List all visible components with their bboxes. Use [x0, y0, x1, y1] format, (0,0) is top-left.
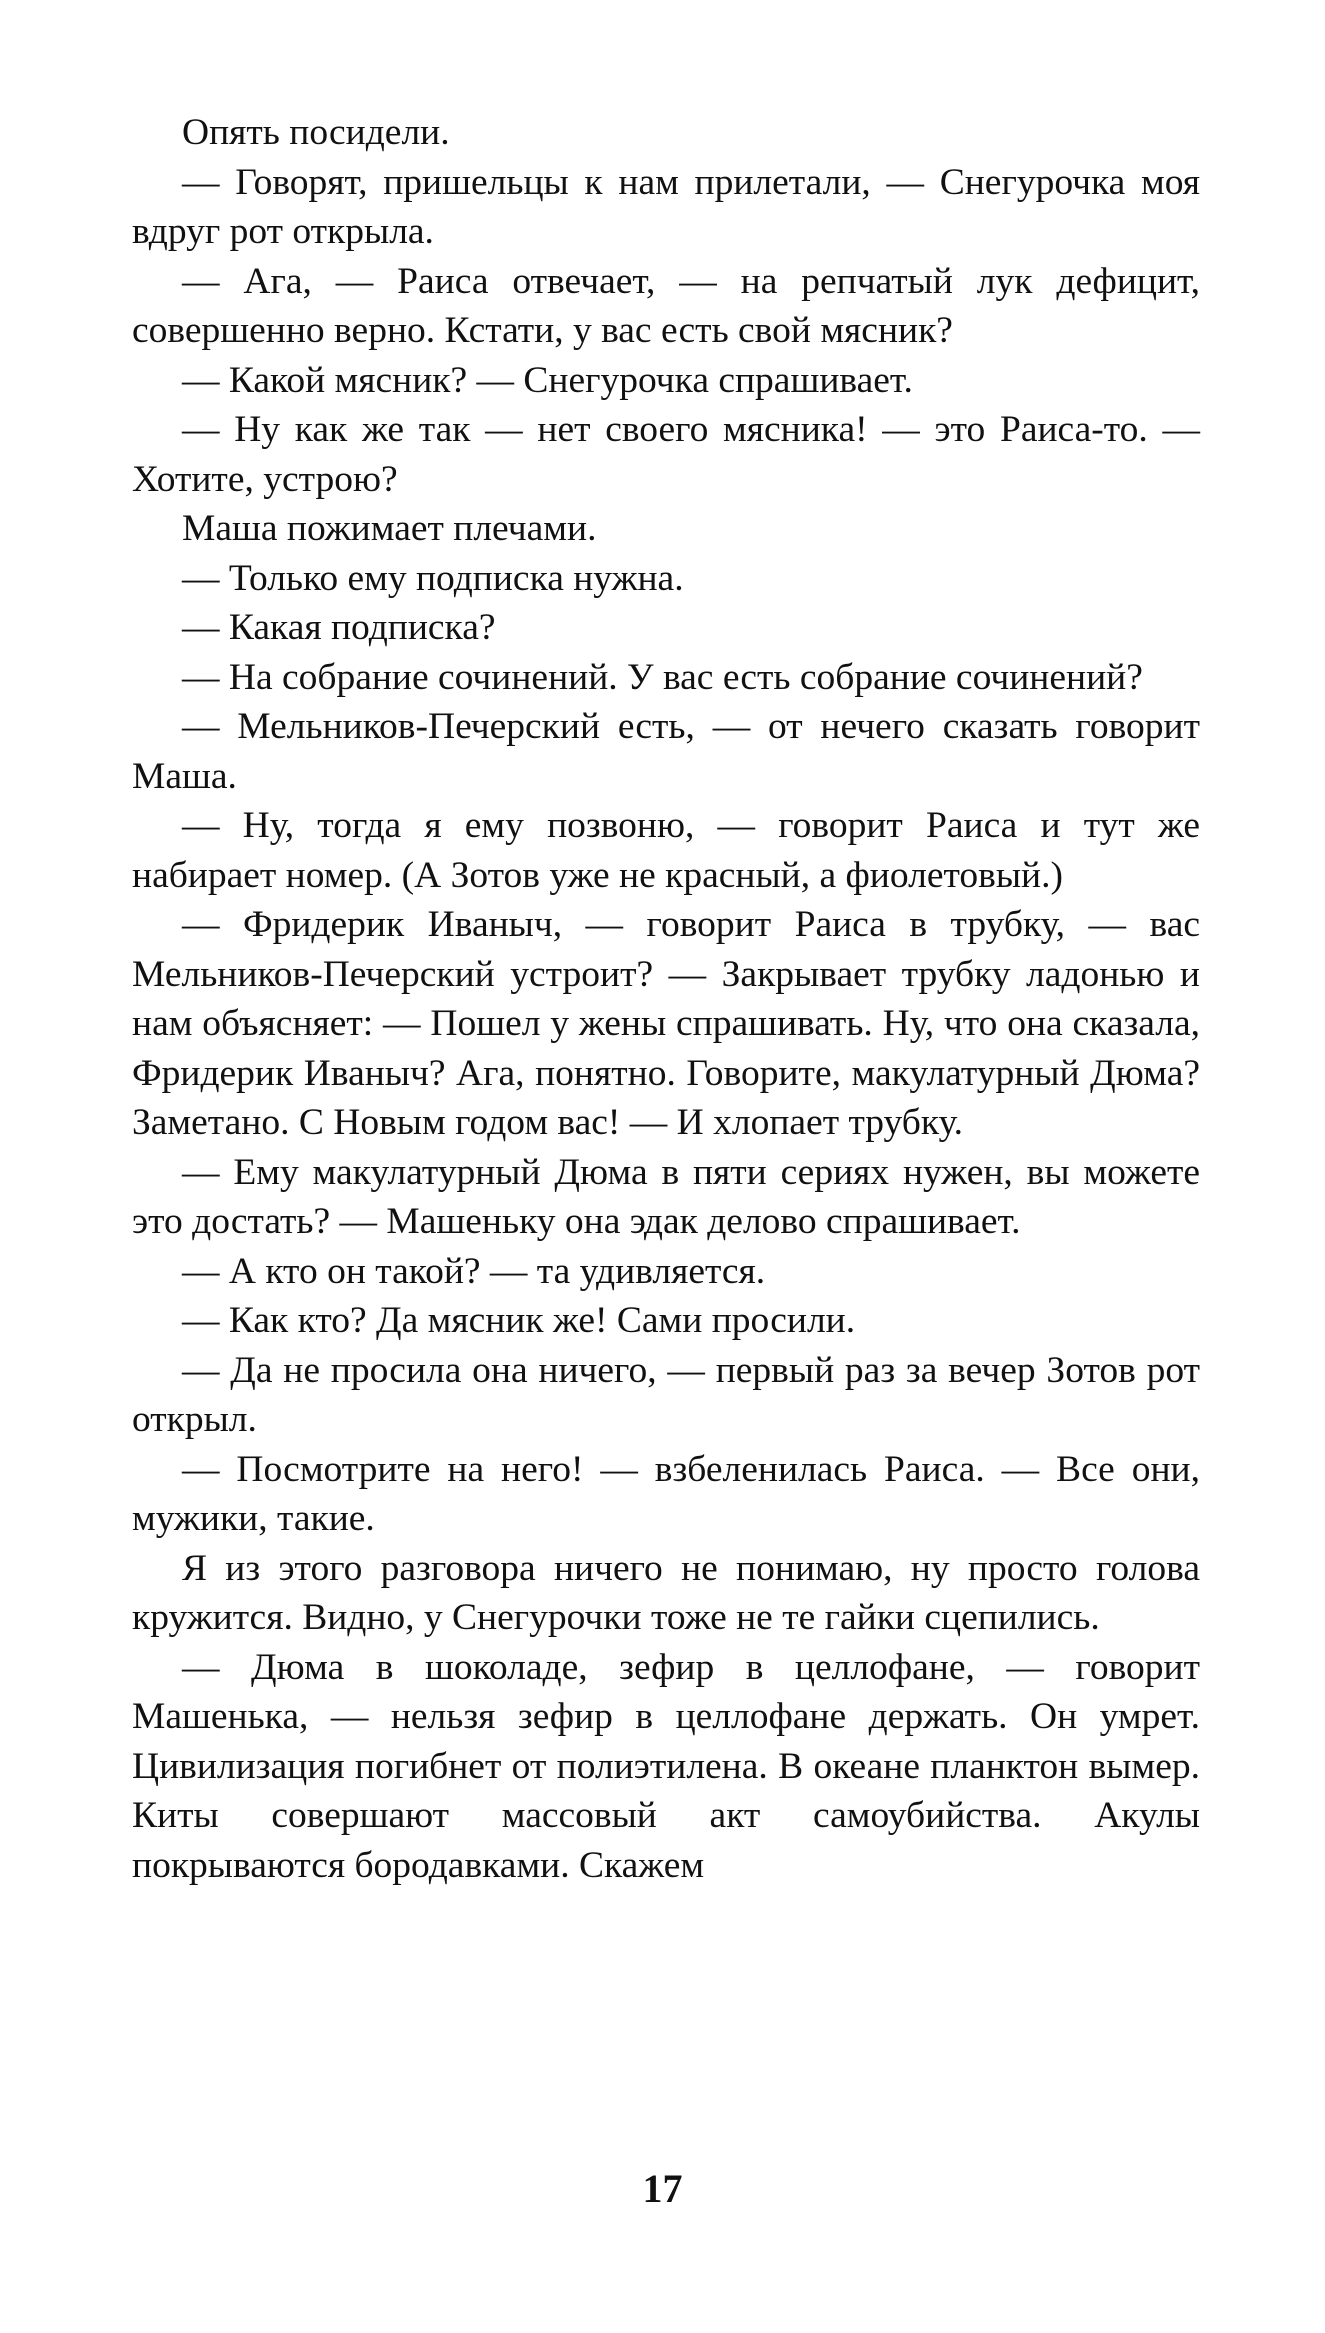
- paragraph: — Какая подписка?: [182, 607, 496, 648]
- paragraph: — Какой мясник? — Снегурочка спрашивает.: [182, 359, 913, 401]
- paragraph: — Только ему подписка нужна.: [182, 557, 684, 599]
- paragraph: — Ему макулатурный Дюма в пяти сериях нужен, вы можете это достать? — Машеньку она эдак делово спрашивает.: [132, 1151, 1200, 1242]
- paragraph: — Дюма в шоколаде, зефир в целлофане, — говорит Машенька, — нельзя зефир в целлофане держать. Он умрет. Цивилизация погибнет от полиэтилена. В океане планктон вымер. Киты совершают массовый акт самоубийства. Акулы покрываются бородавками. Скажем: [132, 1646, 1200, 1886]
- body-text: [132, 108, 1200, 1890]
- paragraph: — Фридерик Иваныч, — говорит Раиса в трубку, — вас Мельников-Печерский устроит? — Закрывает трубку ладонью и нам объясняет: — Пошел у жены спрашивать. Ну, что она сказала, Фридерик Иваныч? Ага, понятно. Говорите, макулатурный Дюма? Заметано. С Новым годом вас! — И хлопает трубку.: [132, 904, 1200, 1143]
- paragraph: — А кто он такой? — та удивляется.: [182, 1250, 766, 1292]
- paragraph: — Да не просила она ничего, — первый раз за вечер Зотов рот открыл.: [132, 1349, 1200, 1440]
- paragraph: — Ага, — Раиса отвечает, — на репчатый лук дефицит, совершенно верно. Кстати, у вас есть свой мясник?: [132, 260, 1200, 351]
- page-number: 17: [642, 2166, 683, 2211]
- paragraph: — На собрание сочинений. У вас есть собрание сочинений?: [182, 656, 1143, 698]
- paragraph: Маша пожимает плечами.: [182, 508, 597, 549]
- paragraph: — Посмотрите на него! — взбеленилась Раиса. — Все они, мужики, такие.: [132, 1448, 1200, 1539]
- paragraph: — Мельников-Печерский есть, — от нечего сказать говорит Маша.: [132, 706, 1200, 797]
- paragraph: — Ну, тогда я ему позвоню, — говорит Раиса и тут же набирает номер. (А Зотов уже не красный, а фиолетовый.): [132, 805, 1200, 896]
- paragraph: — Ну как же так — нет своего мясника! — это Раиса-то. — Хотите, устрою?: [132, 409, 1200, 500]
- paragraph: Опять посидели.: [182, 112, 450, 153]
- paragraph: — Говорят, пришельцы к нам прилетали, — Снегурочка моя вдруг рот открыла.: [132, 161, 1200, 252]
- paragraph: Я из этого разговора ничего не понимаю, ну просто голова кружится. Видно, у Снегурочки тоже не те гайки сцепились.: [132, 1547, 1200, 1638]
- paragraph: — Как кто? Да мясник же! Сами просили.: [182, 1300, 856, 1341]
